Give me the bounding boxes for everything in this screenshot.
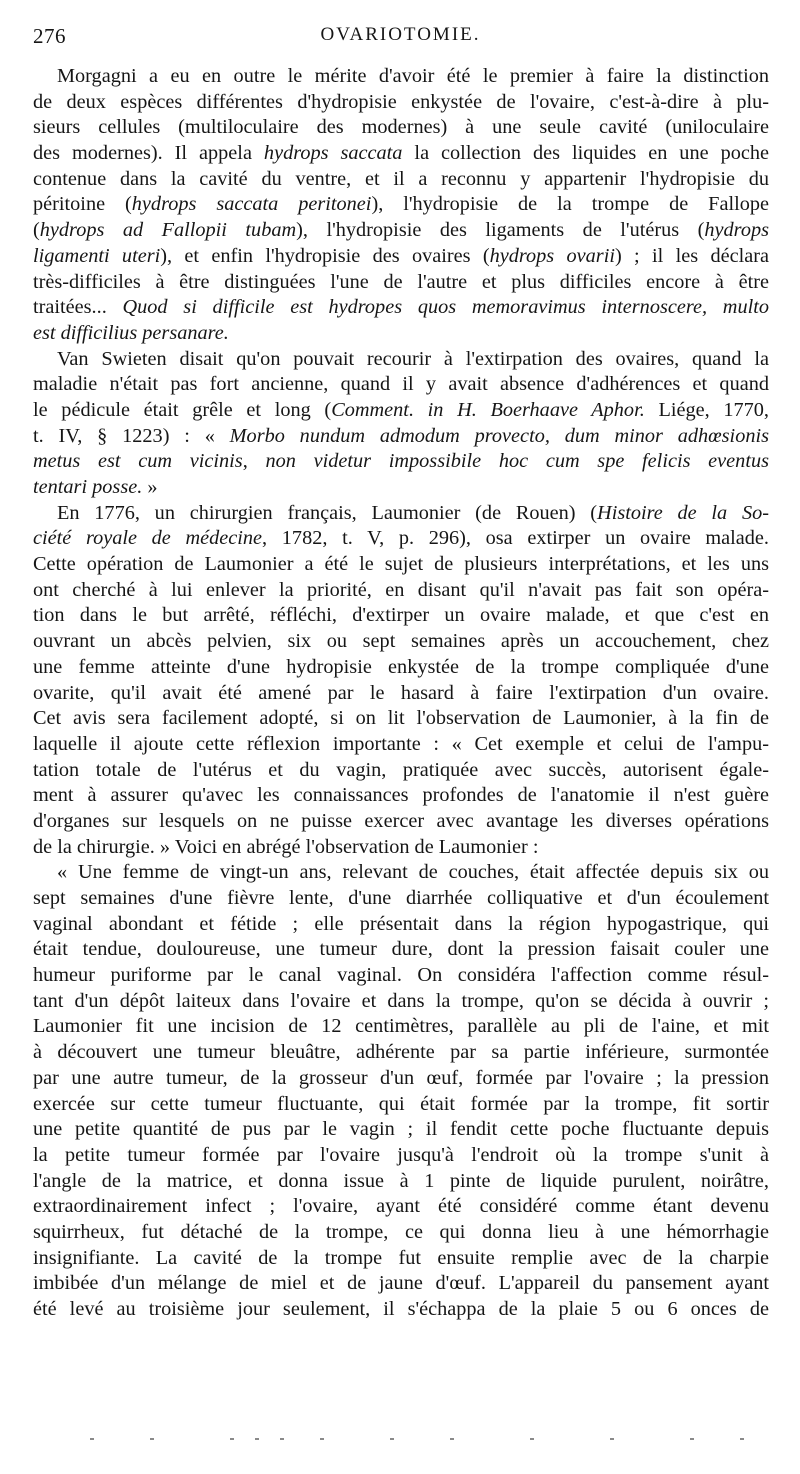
text-segment: sept semaines d'une fièvre lente, d'une diarrhée colliquative et d'un écoulement	[33, 887, 769, 909]
text-segment: tation totale de l'utérus et du vagin, pratiquée avec succès, autorisent égale-	[33, 758, 769, 781]
text-segment: de la chirurgie. » Voici en abrégé l'observation de Laumonier :	[33, 835, 539, 858]
text-line	[33, 860, 769, 886]
text-segment: Liége, 1770,	[644, 398, 769, 421]
text-segment: la collection des liquides en une poche	[402, 142, 769, 165]
text-line	[33, 1014, 769, 1040]
scan-speck	[530, 1438, 534, 1440]
text-segment: imbibée d'un mélange de miel et de jaune d'œuf. L'appareil du pansement ayant	[33, 1272, 769, 1295]
text-line	[33, 141, 769, 167]
text-segment: était tendue, douloureuse, une tumeur dure, dont la pression faisait couler une	[33, 938, 769, 961]
text-segment: tant d'un dépôt laiteux dans l'ovaire et dans la trompe, qu'on se décida à ouvrir ;	[33, 989, 769, 1012]
text-line	[33, 1066, 769, 1092]
text-segment: extraordinairement infect ; l'ovaire, ayant été considéré comme étant devenu	[33, 1195, 769, 1218]
text-segment: le pédicule était grêle et long (	[33, 398, 332, 421]
text-line	[33, 424, 769, 450]
italic-segment: Histoire de la So-	[597, 501, 769, 524]
scan-speck	[280, 1438, 284, 1440]
text-line	[33, 295, 769, 321]
text-line	[33, 244, 769, 270]
text-segment: Laumonier fit une incision de 12 centimètres, parallèle au pli de l'aine, et mit	[33, 1015, 769, 1038]
text-line	[33, 501, 769, 527]
text-segment: ), l'hydropisie des ligaments de l'utérus (	[296, 219, 705, 242]
text-segment: (	[33, 219, 40, 242]
italic-segment: Comment. in H. Boerhaave Aphor.	[331, 398, 645, 421]
text-segment: ,	[242, 450, 266, 473]
text-segment: humeur puriforme par le canal vaginal. On considéra l'affection comme résul-	[33, 964, 769, 987]
text-line	[33, 90, 769, 116]
text-line	[33, 1246, 769, 1272]
scan-speck	[450, 1438, 454, 1440]
text-line	[33, 1271, 769, 1297]
text-line	[33, 963, 769, 989]
text-line	[33, 912, 769, 938]
text-segment: à découvert une tumeur bleuâtre, adhérente par sa partie inférieure, surmontée	[33, 1041, 769, 1064]
text-segment: ) ; il les déclara	[614, 244, 769, 267]
text-segment: péritoine (	[33, 193, 132, 216]
text-segment: , 1782, t. V, p. 296), osa extirper un ovaire malade.	[262, 527, 769, 550]
text-segment: Cette opération de Laumonier a été le sujet de plusieurs interprétations, et les uns	[33, 553, 769, 576]
scan-speck	[150, 1438, 154, 1440]
page-header	[33, 20, 768, 50]
text-line	[33, 1092, 769, 1118]
text-segment: Morgagni a eu en outre le mérite d'avoir été le premier à faire la distinction	[57, 65, 769, 87]
text-line	[33, 578, 769, 604]
text-segment: été levé au troisième jour seulement, il s'échappa de la plaie 5 ou 6 onces de	[33, 1298, 769, 1320]
text-segment: ), et enfin l'hydropisie des ovaires (	[160, 244, 490, 267]
text-line	[33, 552, 769, 578]
text-line	[33, 989, 769, 1015]
text-segment: Van Swieten disait qu'on pouvait recourir à l'extirpation des ovaires, quand la	[57, 347, 769, 370]
scan-speck	[255, 1438, 259, 1440]
scan-speck	[610, 1438, 614, 1440]
text-segment: par une autre tumeur, de la grosseur d'un œuf, formée par l'ovaire ; la pression	[33, 1066, 769, 1089]
text-segment: ouvrant un abcès pelvien, six ou sept semaines après un accouchement, chez	[33, 630, 769, 653]
italic-segment: metus est cum vicinis	[33, 450, 243, 473]
text-line	[33, 475, 769, 501]
italic-segment: Quod si difficile est hydropes quos memoravimus internoscere, multo	[122, 296, 769, 319]
italic-segment: ciété royale de médecine	[33, 527, 263, 550]
text-line	[33, 192, 769, 218]
italic-segment: tentari posse.	[33, 476, 143, 498]
text-line	[33, 886, 769, 912]
text-segment: contenue dans la cavité du ventre, et il a reconnu y appartenir l'hydropisie du	[33, 167, 769, 190]
text-segment: l'angle de la matrice, et donna issue à 1 pinte de liquide purulent, noirâtre,	[33, 1169, 769, 1192]
running-head: OVARIOTOMIE.	[320, 24, 481, 45]
text-line	[33, 937, 769, 963]
text-segment: »	[142, 476, 158, 498]
text-segment: « Une femme de vingt-un ans, relevant de couches, était affectée depuis six ou	[57, 861, 769, 884]
text-line	[33, 347, 769, 373]
text-segment: sieurs cellules (multiloculaire des modernes) à une seule cavité (uniloculaire	[33, 116, 769, 139]
scan-speck	[90, 1438, 94, 1440]
text-segment: ont cherché à lui enlever la priorité, en disant qu'il n'avait pas fait son opéra-	[33, 578, 769, 601]
text-line	[33, 1297, 769, 1323]
text-line	[33, 1220, 769, 1246]
scan-speck	[390, 1438, 394, 1440]
text-line	[33, 372, 769, 398]
text-line	[33, 732, 769, 758]
text-segment: très-difficiles à être distinguées l'une de l'autre et plus difficiles encore à être	[33, 270, 769, 293]
text-line	[33, 603, 769, 629]
text-segment: squirrheux, fut détaché de la trompe, ce qui donna lieu à une hémorrhagie	[33, 1220, 769, 1243]
text-line	[33, 835, 769, 861]
text-line	[33, 655, 769, 681]
text-segment: une petite quantité de pus par le vagin ; il fendit cette poche fluctuante depuis	[33, 1118, 769, 1141]
text-segment: vaginal abondant et fétide ; elle présentait dans la région hypogastrique, qui	[33, 912, 769, 935]
text-segment: une femme atteinte d'une hydropisie enkystée de la trompe compliquée d'une	[33, 655, 769, 678]
text-line	[33, 1143, 769, 1169]
text-segment: En 1776, un chirurgien français, Laumonier (de Rouen) (	[57, 501, 598, 524]
text-line	[33, 398, 769, 424]
text-segment: t. IV, § 1223) : «	[33, 424, 230, 447]
text-line	[33, 681, 769, 707]
text-line	[33, 115, 769, 141]
text-segment: laquelle il ajoute cette réflexion importante : « Cet exemple et celui de l'ampu-	[33, 732, 769, 755]
text-segment: Cet avis sera facilement adopté, si on lit l'observation de Laumonier, à la fin de	[33, 707, 769, 730]
scan-speck	[740, 1438, 744, 1440]
scan-speck	[230, 1438, 234, 1440]
text-segment: de deux espèces différentes d'hydropisie enkystée de l'ovaire, c'est-à-dire à plu-	[33, 90, 769, 113]
text-line	[33, 1194, 769, 1220]
text-line	[33, 64, 769, 90]
text-segment: insignifiante. La cavité de la trompe fut ensuite remplie avec de la charpie	[33, 1246, 769, 1269]
text-line	[33, 526, 769, 552]
italic-segment: hydrops saccata	[263, 142, 403, 165]
text-segment: la petite tumeur formée par l'ovaire jusqu'à l'endroit où la trompe s'unit à	[33, 1143, 769, 1166]
text-line	[33, 270, 769, 296]
scan-speck	[690, 1438, 694, 1440]
italic-segment: hydrops	[704, 219, 769, 242]
text-segment: maladie n'était pas fort ancienne, quand il y avait absence d'adhérences et quand	[33, 373, 769, 396]
text-segment: des modernes). Il appela	[33, 142, 264, 165]
text-line	[33, 809, 769, 835]
text-segment: exercée sur cette tumeur fluctuante, qui était formée par la trompe, fit sortir	[33, 1092, 769, 1115]
text-line	[33, 1117, 769, 1143]
text-segment: d'organes sur lesquels on ne puisse exercer avec avantage les diverses opérations	[33, 809, 769, 832]
text-segment: ment à assurer qu'avec les connaissances profondes de l'anatomie il n'est guère	[33, 784, 769, 807]
italic-segment: non videtur impossibile hoc cum spe felicis eventus	[265, 450, 769, 473]
italic-segment: est difficilius persanare.	[33, 321, 229, 344]
text-segment: traitées...	[33, 296, 123, 319]
scan-speck	[320, 1438, 324, 1440]
italic-segment: hydrops ovarii	[489, 244, 615, 267]
body-text	[33, 64, 769, 1323]
italic-segment: Morbo nundum admodum provecto, dum minor adhœsionis	[229, 424, 769, 447]
text-line	[33, 1040, 769, 1066]
text-segment: ovarite, qu'il avait été amené par le hasard à faire l'extirpation d'un ovaire.	[33, 681, 769, 704]
text-line	[33, 783, 769, 809]
text-line	[33, 629, 769, 655]
text-line	[33, 218, 769, 244]
text-line	[33, 167, 769, 193]
text-line	[33, 449, 769, 475]
text-segment: ), l'hydropisie de la trompe de Fallope	[371, 193, 769, 216]
page-bottom-specks	[90, 1434, 750, 1444]
page-number: 276	[33, 24, 66, 48]
text-segment: tion dans le but arrêté, réfléchi, d'extirper un ovaire malade, et que c'est en	[33, 604, 769, 627]
text-line	[33, 706, 769, 732]
text-line	[33, 1169, 769, 1195]
italic-segment: ligamenti uteri	[33, 244, 161, 267]
text-line	[33, 758, 769, 784]
italic-segment: hydrops ad Fallopii tubam	[39, 219, 297, 242]
text-line	[33, 321, 769, 347]
italic-segment: hydrops saccata peritonei	[131, 193, 372, 216]
